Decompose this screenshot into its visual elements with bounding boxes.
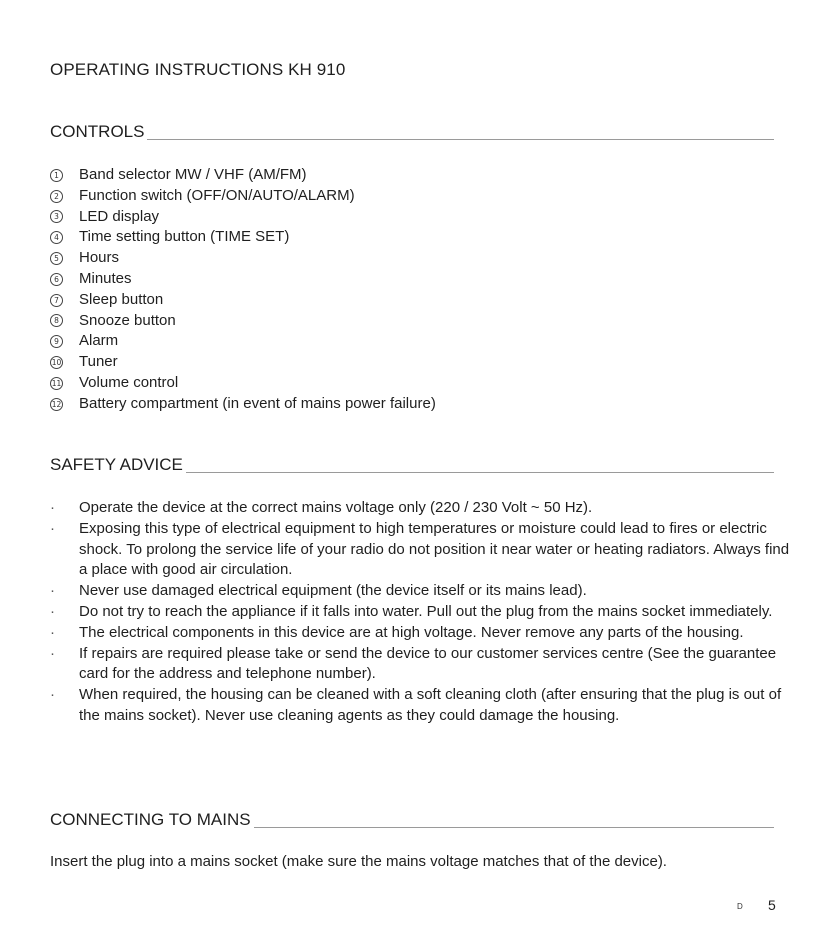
mains-heading-text: CONNECTING TO MAINS <box>50 810 251 829</box>
mains-heading <box>50 810 774 830</box>
safety-item <box>50 602 790 623</box>
number-badge: 3 <box>50 210 63 223</box>
safety-text: Operate the device at the correct mains voltage only (220 / 230 Volt ~ 50 Hz). <box>79 499 593 516</box>
safety-heading-text: SAFETY ADVICE <box>50 455 183 474</box>
bullet: · <box>50 499 55 516</box>
control-label: Band selector MW / VHF (AM/FM) <box>79 166 307 183</box>
safety-heading <box>50 455 774 475</box>
controls-heading <box>50 122 774 142</box>
controls-item <box>50 248 436 269</box>
number-badge: 5 <box>50 252 63 265</box>
controls-item <box>50 227 436 248</box>
safety-text: If repairs are required please take or send the device to our customer services centre (See the guarantee card for the address and telephone number). <box>79 644 777 683</box>
control-label: Sleep button <box>79 290 164 308</box>
safety-text: When required, the housing can be cleaned with a soft cleaning cloth (after ensuring that the plug is out of the mains socket). Never use cleaning agents as they could damage the housing. <box>79 686 782 724</box>
controls-item <box>50 207 436 228</box>
number-badge: 4 <box>50 231 63 244</box>
controls-list <box>50 165 436 415</box>
bullet: · <box>50 623 55 641</box>
safety-item <box>50 519 790 581</box>
controls-item <box>50 269 436 290</box>
controls-item <box>50 311 436 332</box>
safety-item <box>50 581 790 602</box>
number-badge: 10 <box>51 358 62 368</box>
bullet: · <box>50 602 55 620</box>
control-label: Minutes <box>79 269 132 287</box>
safety-item <box>50 623 790 644</box>
control-label: Hours <box>79 249 120 267</box>
controls-item <box>50 165 436 186</box>
number-badge: 1 <box>50 169 63 182</box>
document-title: OPERATING INSTRUCTIONS KH 910 <box>50 60 346 79</box>
number-badge: 7 <box>50 294 63 307</box>
safety-text: The electrical components in this device are at high voltage. Never remove any parts of the housing. <box>79 623 744 641</box>
control-label: Time setting button (TIME SET) <box>79 228 290 246</box>
safety-text: Never use damaged electrical equipment (the device itself or its mains lead). <box>79 582 587 600</box>
bullet: · <box>50 644 55 662</box>
number-badge: 12 <box>51 399 62 409</box>
control-label: Volume control <box>79 373 179 391</box>
control-label: Tuner <box>79 353 118 371</box>
safety-item <box>50 644 790 686</box>
controls-item <box>50 331 436 352</box>
controls-item <box>50 290 436 311</box>
safety-item <box>50 498 790 519</box>
control-label: Battery compartment (in event of mains power failure) <box>79 394 436 412</box>
controls-item <box>50 186 436 207</box>
bullet: · <box>50 686 55 704</box>
language-marker: D <box>737 902 743 911</box>
controls-item <box>50 394 436 415</box>
heading-rule <box>147 139 774 140</box>
bullet: · <box>50 519 55 537</box>
bullet: · <box>50 582 55 600</box>
safety-text: Do not try to reach the appliance if it falls into water. Pull out the plug from the mains socket immediately. <box>79 602 773 620</box>
number-badge: 6 <box>50 273 63 286</box>
control-label: Function switch (OFF/ON/AUTO/ALARM) <box>79 186 355 204</box>
control-label: Snooze button <box>79 311 176 329</box>
number-badge: 8 <box>50 314 63 327</box>
safety-text: Exposing this type of electrical equipment to high temperatures or moisture could lead to fires or electric shock. To prolong the service life of your radio do not position it near water or heating radiators. Always find a place with good air circulation. <box>79 519 790 579</box>
heading-rule <box>254 827 774 828</box>
control-label: LED display <box>79 207 160 225</box>
controls-heading-text: CONTROLS <box>50 122 145 141</box>
safety-item <box>50 685 790 727</box>
number-badge: 9 <box>50 335 63 348</box>
heading-rule <box>186 472 774 473</box>
control-label: Alarm <box>79 332 119 350</box>
controls-item <box>50 352 436 373</box>
number-badge: 2 <box>50 190 63 203</box>
safety-list <box>50 498 790 727</box>
page-number: 5 <box>768 897 776 913</box>
number-badge: 11 <box>51 378 62 388</box>
mains-instruction: Insert the plug into a mains socket (make sure the mains voltage matches that of the device). <box>50 853 667 870</box>
controls-item <box>50 373 436 394</box>
